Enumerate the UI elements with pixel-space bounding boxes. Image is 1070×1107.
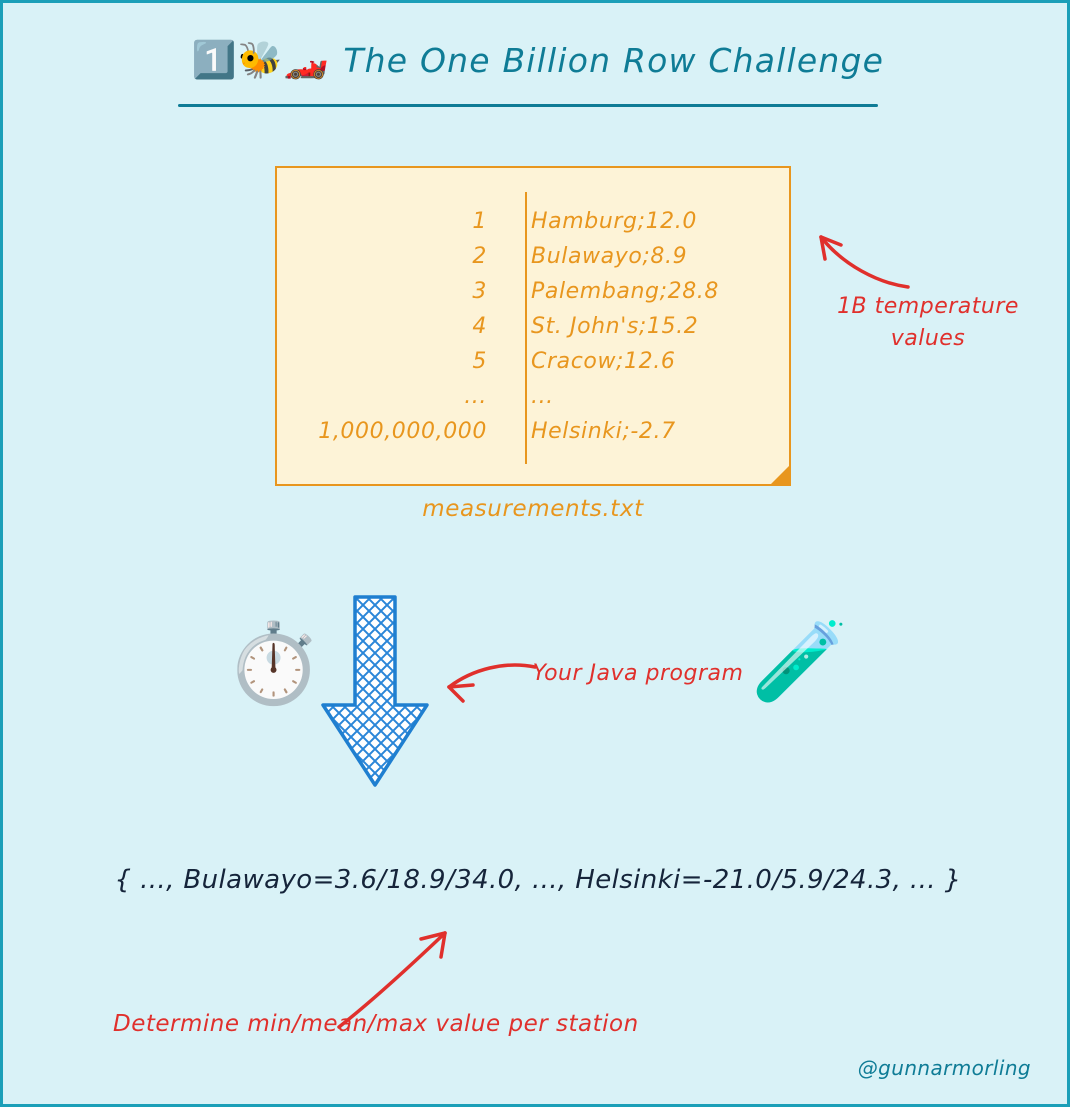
table-row — [277, 379, 793, 414]
table-row — [277, 344, 793, 379]
title-emoji-icons: 1️⃣🐝🏎️ — [191, 39, 330, 81]
row-value: Helsinki;-2.7 — [531, 419, 676, 444]
measurements-file-card — [275, 166, 791, 486]
row-value: Palembang;28.8 — [531, 279, 719, 304]
table-row — [277, 309, 793, 344]
process-arrow-icon — [315, 593, 435, 793]
row-number: 1 — [472, 209, 487, 234]
row-number: 3 — [472, 279, 487, 304]
author-handle: @gunnarmorling — [857, 1056, 1031, 1080]
table-row — [277, 204, 793, 239]
page-title — [3, 41, 1070, 80]
row-value: Hamburg;12.0 — [531, 209, 697, 234]
file-rows — [277, 204, 793, 449]
table-row — [277, 239, 793, 274]
annotation-billion-values: 1B temperature values — [837, 294, 1019, 351]
annotation-your-java-program: Your Java program — [532, 661, 744, 686]
table-row — [277, 414, 793, 449]
title-text: The One Billion Row Challenge — [343, 41, 885, 80]
row-value: St. John's;15.2 — [531, 314, 699, 339]
row-number: ... — [464, 384, 487, 409]
row-value: Cracow;12.6 — [531, 349, 676, 374]
file-name-label: measurements.txt — [422, 496, 644, 522]
row-value: ... — [531, 384, 554, 409]
test-tube-icon: 🧪 — [751, 617, 849, 707]
table-row — [277, 274, 793, 309]
row-number: 4 — [472, 314, 487, 339]
annotation-determine: Determine min/mean/max value per station — [113, 1011, 639, 1037]
page-fold-corner — [769, 464, 791, 486]
row-value: Bulawayo;8.9 — [531, 244, 688, 269]
stopwatch-icon: ⏱️ — [225, 619, 323, 709]
row-number: 2 — [472, 244, 487, 269]
result-output: { ..., Bulawayo=3.6/18.9/34.0, ..., Helsinki=-21.0/5.9/24.3, ... } — [114, 865, 962, 895]
arrow-to-file-icon — [803, 225, 913, 295]
row-number: 5 — [472, 349, 487, 374]
title-underline — [178, 104, 878, 107]
row-number: 1,000,000,000 — [318, 419, 487, 444]
